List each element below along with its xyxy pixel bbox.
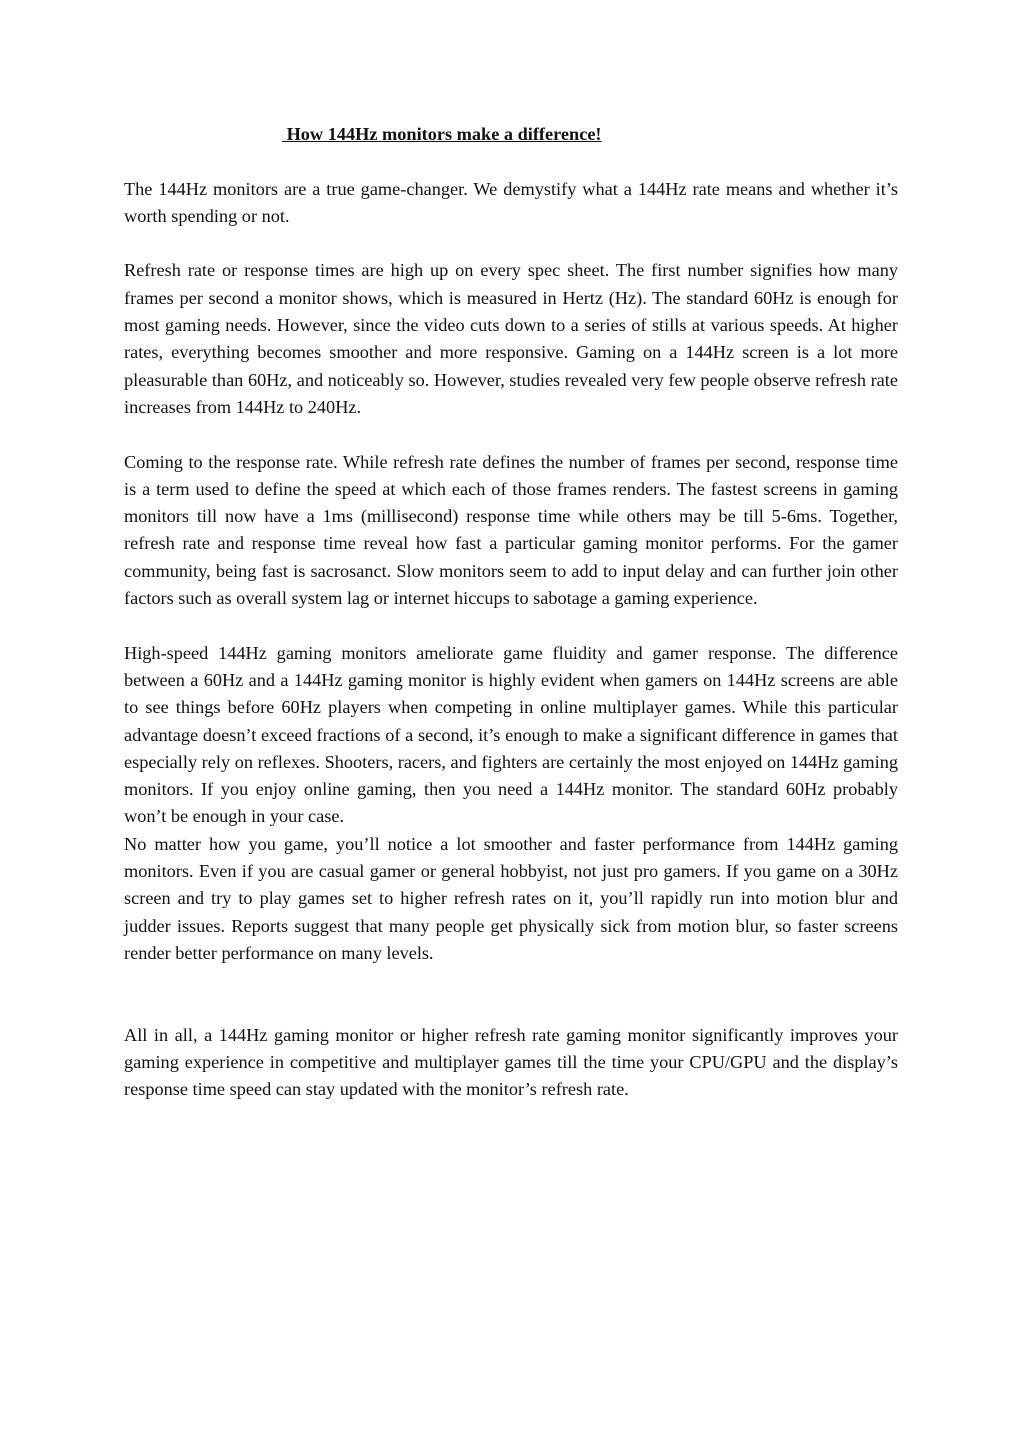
paragraph-refresh-rate: Refresh rate or response times are high up on every spec sheet. The first number signifies how many frames per second a monitor shows, which is measured in Hertz (Hz). The standard 60Hz is enough for most gaming needs. However, since the video cuts down to a series of stills at various speeds. At higher rates, everything becomes smoother and more responsive. Gaming on a 144Hz screen is a lot more pleasurable than 60Hz, and noticeably so. However, studies revealed very few people observe refresh rate increases from 144Hz to 240Hz. xyxy=(124,260,898,417)
paragraph-response-rate: Coming to the response rate. While refresh rate defines the number of frames per second, response time is a term used to define the speed at which each of those frames renders. The fastest screens in gaming monitors till now have a 1ms (millisecond) response time while others may be till 5-6ms. Together, refresh rate and response time reveal how fast a particular gaming monitor performs. For the gamer community, being fast is sacrosanct. Slow monitors seem to add to input delay and can further join other factors such as overall system lag or internet hiccups to sabotage a gaming experience. xyxy=(124,451,898,609)
document-body xyxy=(124,121,898,1131)
document-title: How 144Hz monitors make a difference! xyxy=(282,124,602,144)
paragraph-intro: The 144Hz monitors are a true game-changer. We demystify what a 144Hz rate means and whether it’s worth spending or not. xyxy=(124,178,898,226)
paragraph-conclusion: All in all, a 144Hz gaming monitor or higher refresh rate gaming monitor significantly improves your gaming experience in competitive and multiplayer games till the time your CPU/GPU and the display’s response time speed can stay updated with the monitor’s refresh rate. xyxy=(124,1024,898,1100)
paragraph-high-speed: High-speed 144Hz gaming monitors ameliorate game fluidity and gamer response. The difference between a 60Hz and a 144Hz gaming monitor is highly evident when gamers on 144Hz screens are able to see things before 60Hz players when competing in online multiplayer games. While this particular advantage doesn’t exceed fractions of a second, it’s enough to make a significant difference in games that especially rely on reflexes. Shooters, racers, and fighters are certainly the most enjoyed on 144Hz gaming monitors. If you enjoy online gaming, then you need a 144Hz monitor. The standard 60Hz probably won’t be enough in your case. xyxy=(124,642,898,827)
paragraph-no-matter: No matter how you game, you’ll notice a lot smoother and faster performance from 144Hz gaming monitors. Even if you are casual gamer or general hobbyist, not just pro gamers. If you game on a 30Hz screen and try to play games set to higher refresh rates on it, you’ll rapidly run into motion blur and judder issues. Reports suggest that many people get physically sick from motion blur, so faster screens render better performance on many levels. xyxy=(124,833,898,963)
blank-line xyxy=(124,995,898,1022)
